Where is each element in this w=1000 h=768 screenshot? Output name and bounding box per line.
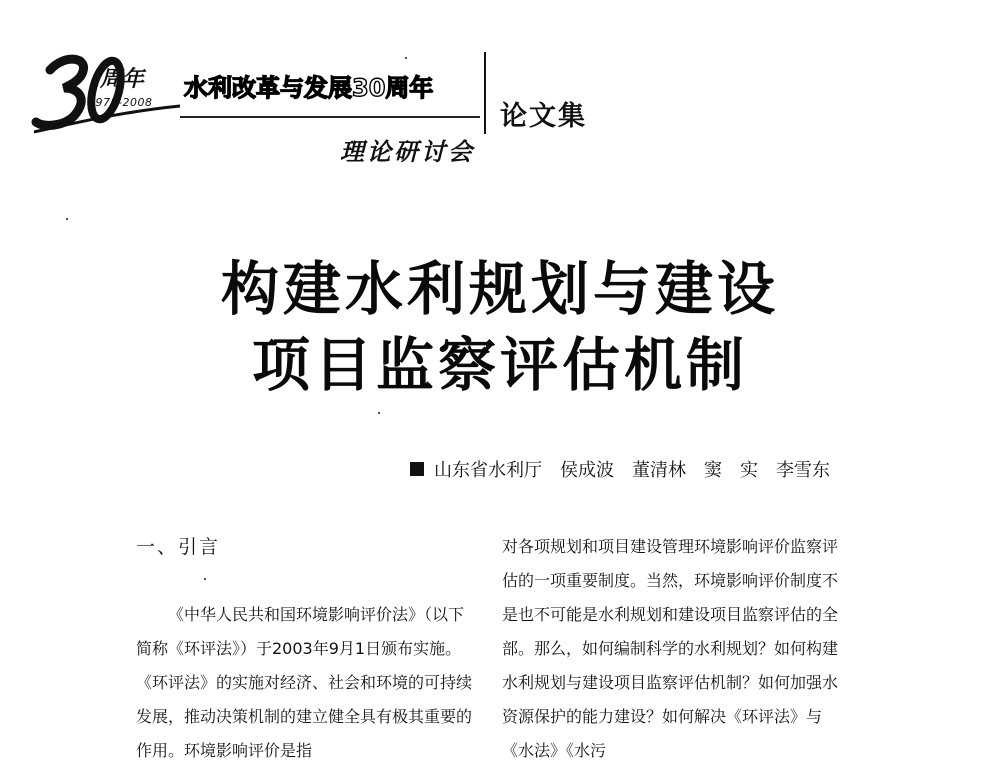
author-name: 侯成波 — [560, 460, 614, 481]
affiliation: 山东省水利厅 — [434, 460, 542, 481]
author-line — [410, 456, 830, 482]
logo-zhou-text: 周年 — [100, 66, 145, 92]
collection-label: 论文集 — [500, 101, 587, 132]
conference-title: 水利改革与发展30周年 — [184, 74, 434, 102]
left-column — [136, 530, 476, 768]
article-title-line-2: 项目监察评估机制 — [251, 331, 748, 399]
header-rule — [180, 116, 480, 118]
scan-speck — [204, 578, 206, 580]
header-divider — [484, 52, 486, 134]
author-name: 董清林 — [632, 460, 686, 481]
author-name: 窦 实 — [704, 460, 758, 481]
scan-speck — [378, 412, 380, 414]
conference-subtitle: 理论研讨会 — [340, 138, 475, 166]
scan-speck — [405, 57, 407, 59]
anniversary-logo — [30, 40, 190, 140]
article-title-line-1: 构建水利规划与建设 — [220, 255, 779, 323]
bullet-square-icon — [410, 462, 424, 476]
body-paragraph: 对各项规划和项目建设管理环境影响评价监察评估的一项重要制度。当然，环境影响评价制度不是也不可能是水利规划和建设项目监察评估的全部。那么，如何编制科学的水利规划？如何构建水利规划与建设项目监察评估机制？如何加强水资源保护的能力建设？如何解决《环评法》与《水法》《水污 — [502, 537, 839, 760]
scan-speck — [66, 218, 68, 220]
logo-years: 1978-2008 — [88, 96, 153, 109]
author-name: 李雪东 — [776, 460, 830, 481]
right-column — [502, 530, 842, 768]
body-paragraph: 《中华人民共和国环境影响评价法》（以下简称《环评法》）于2003年9月1日颁布实施。《环评法》的实施对经济、社会和环境的可持续发展，推动决策机制的建立健全具有极其重要的作用。环境影响评价是指 — [136, 605, 473, 760]
section-heading: 一、引言 — [136, 536, 221, 558]
